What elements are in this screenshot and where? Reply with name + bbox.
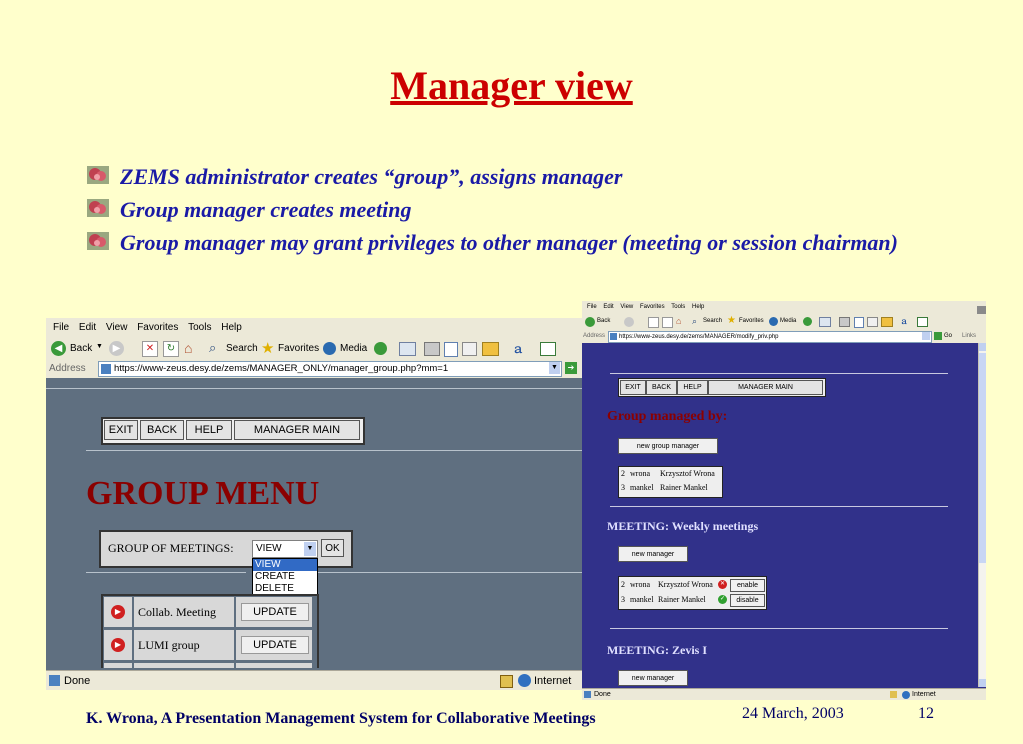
page-number: 12 [918,705,934,722]
option-create[interactable]: CREATE [255,571,295,582]
print-icon[interactable] [839,317,850,327]
table-row: 2 wrona Krzysztof Wrona ✕ enable [620,578,765,592]
table-row [104,597,312,627]
menu-help[interactable]: Help [221,322,242,333]
page-content [46,378,586,668]
forward-arrow-icon[interactable] [624,317,634,327]
edit-icon[interactable] [854,317,864,328]
search-label[interactable]: Search [703,318,723,324]
page-done-icon [584,691,591,698]
zone-text: Internet [912,691,936,698]
url-dropdown-icon[interactable]: ▼ [549,362,560,374]
page-content [582,343,978,687]
messenger-icon[interactable] [917,317,928,327]
option-view[interactable]: VIEW [253,559,317,571]
group-select[interactable] [252,540,318,558]
status-bar [46,670,586,690]
home-icon[interactable]: ⌂ [676,316,682,326]
flower-bullet-icon [86,198,110,218]
green-check-icon: ✓ [719,596,726,602]
back-label[interactable]: Back [70,343,93,354]
url-input[interactable] [608,331,932,343]
back-dropdown-icon[interactable]: ▼ [96,343,103,350]
bullet-item [86,160,966,193]
menu-bar [46,318,586,338]
discuss-icon[interactable] [867,317,878,327]
search-icon[interactable]: ⌕ [209,340,217,355]
status-bar [582,688,986,700]
meeting-zevis-heading: MEETING: Zevis I [607,643,708,657]
back-button[interactable]: BACK [140,420,184,440]
status-text: Done [594,691,611,698]
home-icon[interactable]: ⌂ [184,340,193,356]
exit-button[interactable]: EXIT [104,420,138,440]
media-label[interactable]: Media [340,343,368,354]
page-done-icon [49,675,60,686]
media-label[interactable]: Media [780,318,797,324]
mail-icon[interactable] [819,317,831,327]
footer-date: 24 March, 2003 [742,705,844,722]
page-icon [610,333,617,340]
new-manager-button[interactable]: new manager [618,546,688,562]
group-of-meetings-label: GROUP OF MEETINGS: [108,541,234,555]
folder-icon[interactable] [482,342,499,356]
ok-button[interactable]: OK [321,539,344,557]
messenger-icon[interactable] [540,342,556,356]
manager-main-button[interactable]: MANAGER MAIN [234,420,360,440]
go-arrow-icon[interactable] [934,332,942,340]
stop-icon[interactable] [648,317,659,328]
group-menu-heading: GROUP MENU [86,475,320,512]
lock-icon [890,691,897,698]
go-arrow-icon[interactable]: ➔ [565,362,577,374]
update-button[interactable]: UPDATE [241,636,309,654]
browser-window-group-menu [46,318,586,690]
address-bar [582,330,986,344]
lock-icon [500,675,513,688]
back-button[interactable]: BACK [646,380,677,395]
refresh-icon[interactable] [662,317,673,328]
flower-bullet-icon [86,231,110,251]
manager-main-button[interactable]: MANAGER MAIN [708,380,823,395]
group-name: LUMI group [134,630,234,660]
bullet-text: Group manager creates meeting [120,197,412,222]
toolbar [46,338,586,361]
address-bar [46,360,586,379]
menu-help[interactable]: Help [691,304,705,310]
table-row [104,630,312,660]
menu-edit[interactable]: Edit [603,304,614,310]
bullet-text: Group manager may grant privileges to other manager (meeting or session chairman) [120,230,898,255]
url-text: https://www-zeus.desy.de/zems/MANAGER/modify_priv.php [619,334,779,340]
zone-text: Internet [534,675,572,687]
history-icon[interactable] [803,317,812,326]
slide-title: Manager view [390,63,633,108]
favorites-star-icon[interactable]: ★ [727,315,736,326]
select-dropdown-list [252,558,318,598]
forward-arrow-icon[interactable]: ▶ [109,341,124,356]
disable-button[interactable]: disable [730,594,765,607]
translate-icon[interactable]: ａ [900,317,908,326]
media-icon[interactable] [323,342,336,355]
expand-icon[interactable]: ▶ [111,605,125,619]
meeting-weekly-heading: MEETING: Weekly meetings [607,519,759,533]
flower-bullet-icon [86,165,110,185]
browser-window-modify-privileges [582,301,986,700]
menu-tools[interactable]: Tools [671,304,686,310]
meeting-managers-table [618,576,767,610]
help-button[interactable]: HELP [677,380,708,395]
table-row: 3 mankel Rainer Mankel ✓ disable [620,593,765,607]
url-input[interactable] [98,361,562,377]
address-label: Address [49,363,86,374]
media-icon[interactable] [769,317,778,326]
bullet-item [86,193,966,226]
bullet-list [86,160,966,259]
translate-icon[interactable]: ａ [512,342,525,356]
menu-file[interactable]: File [587,304,597,310]
new-group-manager-button[interactable]: new group manager [618,438,718,454]
footer-citation: K. Wrona, A Presentation Management System for Collaborative Meetings [86,710,596,727]
new-manager-button-2[interactable]: new manager [618,670,688,686]
select-arrow-icon: ▼ [304,542,316,556]
red-x-icon: ✕ [719,581,726,587]
go-label[interactable]: Go [944,333,953,339]
print-icon[interactable] [424,342,440,356]
menu-edit[interactable]: Edit [78,322,97,333]
address-label: Address [583,333,606,339]
menu-view[interactable]: View [105,322,128,333]
discuss-icon[interactable] [462,342,477,356]
globe-icon [902,691,910,699]
group-name: Collab. Meeting [134,597,234,627]
back-arrow-icon[interactable] [585,317,595,327]
mail-icon[interactable] [399,342,416,356]
group-select-value: VIEW [256,543,282,554]
edit-icon[interactable] [444,342,458,357]
group-managers-table: 2 wrona Krzysztof Wrona 3 mankel Rainer Mankel [618,466,723,498]
exit-button[interactable]: EXIT [620,380,646,395]
favorites-star-icon[interactable]: ★ [261,340,275,357]
menu-tools[interactable]: Tools [188,322,212,333]
back-arrow-icon[interactable]: ◀ [51,341,66,356]
refresh-icon[interactable]: ↻ [163,341,179,357]
links-label[interactable]: Links [962,333,977,339]
search-label[interactable]: Search [226,343,258,354]
vertical-scrollbar[interactable] [978,343,986,687]
folder-icon[interactable] [881,317,893,327]
favorites-label[interactable]: Favorites [278,343,320,354]
stop-icon[interactable]: ✕ [142,341,158,357]
back-label[interactable]: Back [597,318,611,324]
menu-favorites[interactable]: Favorites [639,304,665,310]
page-icon [101,364,111,374]
search-icon[interactable]: ⌕ [692,316,698,326]
url-text: https://www-zeus.desy.de/zems/MANAGER_ONLY/manager_group.php?mm=1 [114,363,449,374]
status-text: Done [64,675,91,687]
menu-bar [582,301,986,314]
menu-file[interactable]: File [53,322,70,333]
expand-icon[interactable]: ▶ [111,638,125,652]
url-dropdown-icon[interactable] [922,332,930,340]
favorites-label[interactable]: Favorites [739,318,764,324]
globe-icon [518,674,531,687]
update-button[interactable]: UPDATE [241,603,309,621]
bullet-item [86,226,966,259]
group-managed-heading: Group managed by: [607,409,728,424]
enable-button[interactable]: enable [730,579,765,592]
help-button[interactable]: HELP [186,420,232,440]
bullet-text: ZEMS administrator creates “group”, assigns manager [120,164,623,189]
history-icon[interactable] [374,342,387,355]
option-delete[interactable]: DELETE [255,583,294,594]
menu-view[interactable]: View [620,304,634,310]
toolbar [582,314,986,331]
menu-favorites[interactable]: Favorites [137,322,179,333]
